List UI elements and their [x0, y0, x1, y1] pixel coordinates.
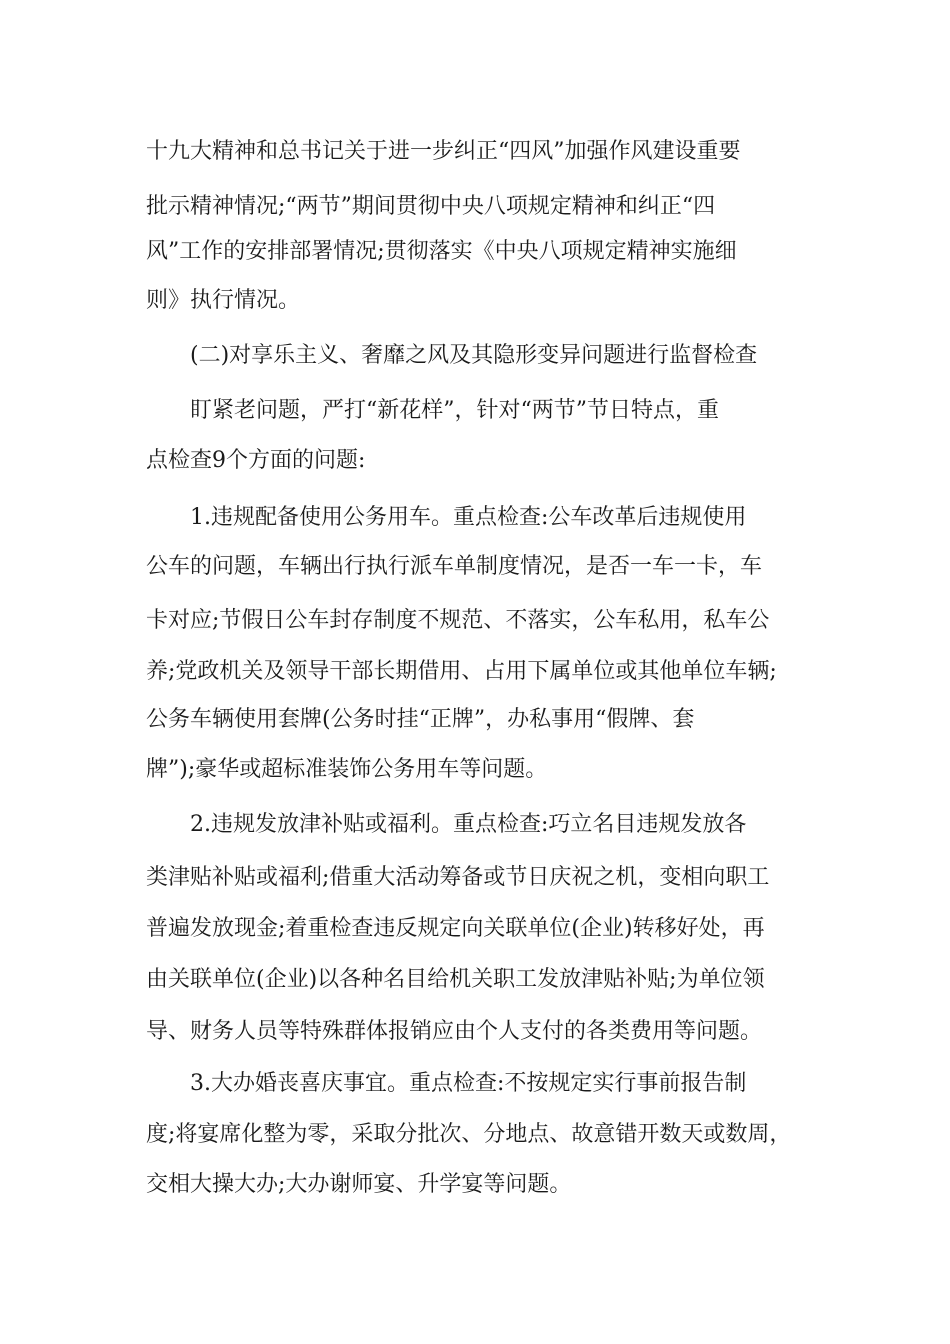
- text-line: 点检查9个方面的问题:: [146, 448, 366, 473]
- paragraph-start: 盯紧老问题，严打“新花样”，针对“两节”节日特点，重: [190, 398, 719, 423]
- text-line: 卡对应;节假日公车封存制度不规范、不落实，公车私用，私车公: [146, 608, 770, 633]
- text-line: 十九大精神和总书记关于进一步纠正“四风”加强作风建设重要: [146, 139, 741, 164]
- text-line: 交相大操大办;大办谢师宴、升学宴等问题。: [146, 1172, 572, 1197]
- text-line: 类津贴补贴或福利;借重大活动筹备或节日庆祝之机，变相向职工: [146, 865, 770, 890]
- text-line: 度;将宴席化整为零，采取分批次、分地点、故意错开数天或数周，: [146, 1122, 792, 1147]
- text-line: 风”工作的安排部署情况;贯彻落实《中央八项规定精神实施细: [146, 239, 737, 264]
- section-heading: (二)对享乐主义、奢靡之风及其隐形变异问题进行监督检查: [190, 343, 758, 368]
- text-line: 由关联单位(企业)以各种名目给机关职工发放津贴补贴;为单位领: [146, 967, 765, 992]
- item-heading: 2.违规发放津补贴或福利。重点检查:巧立名目违规发放各: [190, 812, 747, 837]
- text-line: 公车的问题，车辆出行执行派车单制度情况，是否一车一卡，车: [146, 554, 763, 579]
- text-line: 批示精神情况;“两节”期间贯彻中央八项规定精神和纠正“四: [146, 194, 716, 219]
- text-line: 则》执行情况。: [146, 288, 301, 313]
- text-line: 普遍发放现金;着重检查违反规定向关联单位(企业)转移好处，再: [146, 916, 765, 941]
- text-line: 公务车辆使用套牌(公务时挂“正牌”，办私事用“假牌、套: [146, 707, 695, 732]
- item-heading: 1.违规配备使用公务用车。重点检查:公车改革后违规使用: [190, 505, 747, 530]
- text-line: 导、财务人员等特殊群体报销应由个人支付的各类费用等问题。: [146, 1019, 763, 1044]
- text-line: 养;党政机关及领导干部长期借用、占用下属单位或其他单位车辆;: [146, 659, 777, 684]
- item-heading: 3.大办婚丧喜庆事宜。重点检查:不按规定实行事前报告制: [190, 1071, 747, 1096]
- text-line: 牌”);豪华或超标准装饰公务用车等问题。: [146, 757, 548, 782]
